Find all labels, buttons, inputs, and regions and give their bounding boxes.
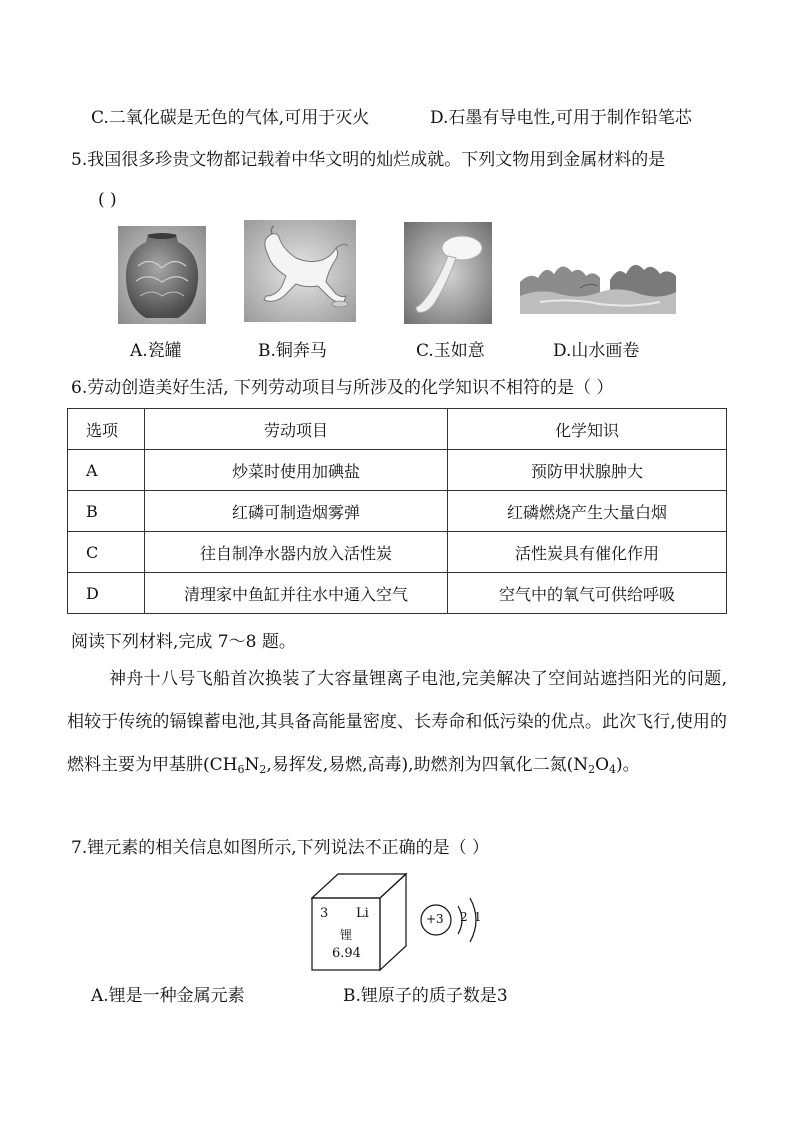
table-header-row xyxy=(68,409,727,450)
q5-option-a: A.瓷罐 xyxy=(130,341,182,361)
porcelain-jar-image xyxy=(118,226,206,324)
element-name: 锂 xyxy=(340,928,353,942)
row-b-labor: 红磷可制造烟雾弹 xyxy=(145,491,448,532)
q5-option-c: C.玉如意 xyxy=(416,341,485,361)
material-text-1: 神舟十八号飞船首次换装了大容量锂离子电池,完美解决了空间站遮挡阳光的问题,相较于传统的镉镍蓄电池,其具备高能量密度、长寿命和低污染的优点。此次飞行,使用的燃料主要为甲基肼(CH xyxy=(67,669,727,775)
q5-option-d: D.山水画卷 xyxy=(553,341,640,361)
lithium-atom-structure-diagram xyxy=(418,890,488,950)
row-a-option: A xyxy=(68,450,145,491)
lithium-element-cube xyxy=(310,872,410,972)
q5-answer-bracket: ( ) xyxy=(98,190,117,210)
jade-ruyi-image xyxy=(404,222,492,324)
nucleus-charge: +3 xyxy=(426,912,444,926)
material-text-4: O xyxy=(595,755,610,775)
element-symbol: Li xyxy=(356,906,369,921)
table-row xyxy=(68,573,727,614)
row-a-labor: 炒菜时使用加碘盐 xyxy=(145,450,448,491)
first-shell-electrons: 2 xyxy=(460,910,468,924)
material-sub-1: 6 xyxy=(237,763,245,776)
q5-option-b: B.铜奔马 xyxy=(258,341,327,361)
q6-table xyxy=(67,408,727,614)
material-text-5: )。 xyxy=(616,755,640,775)
q7-option-b: B.锂原子的质子数是3 xyxy=(343,986,508,1006)
element-mass: 6.94 xyxy=(332,946,361,961)
material-intro: 阅读下列材料,完成 7～8 题。 xyxy=(71,632,296,652)
material-sub-3: 2 xyxy=(588,763,596,776)
table-row xyxy=(68,532,727,573)
row-d-knowledge: 空气中的氧气可供给呼吸 xyxy=(448,573,727,614)
table-row xyxy=(68,450,727,491)
row-c-knowledge: 活性炭具有催化作用 xyxy=(448,532,727,573)
material-sub-4: 4 xyxy=(609,763,617,776)
row-c-labor: 往自制净水器内放入活性炭 xyxy=(145,532,448,573)
material-paragraph xyxy=(67,658,727,787)
bronze-galloping-horse-image xyxy=(244,220,356,322)
q4-option-c: C.二氧化碳是无色的气体,可用于灭火 xyxy=(91,108,370,128)
row-c-option: C xyxy=(68,532,145,573)
element-atomic-number: 3 xyxy=(320,906,329,921)
q4-option-d: D.石墨有导电性,可用于制作铅笔芯 xyxy=(430,108,692,128)
row-d-labor: 清理家中鱼缸并往水中通入空气 xyxy=(145,573,448,614)
row-a-knowledge: 预防甲状腺肿大 xyxy=(448,450,727,491)
header-option: 选项 xyxy=(68,409,145,450)
row-b-option: B xyxy=(68,491,145,532)
q5-stem: 5.我国很多珍贵文物都记载着中华文明的灿烂成就。下列文物用到金属材料的是 xyxy=(71,150,666,170)
second-shell-electrons: 1 xyxy=(474,910,482,924)
q7-option-a: A.锂是一种金属元素 xyxy=(91,986,245,1006)
header-chem-knowledge: 化学知识 xyxy=(448,409,727,450)
q6-stem: 6.劳动创造美好生活, 下列劳动项目与所涉及的化学知识不相符的是（ ） xyxy=(71,378,614,398)
row-b-knowledge: 红磷燃烧产生大量白烟 xyxy=(448,491,727,532)
table-row xyxy=(68,491,727,532)
landscape-scroll-image xyxy=(520,252,676,314)
material-sub-2: 2 xyxy=(259,763,267,776)
header-labor-item: 劳动项目 xyxy=(145,409,448,450)
row-d-option: D xyxy=(68,573,145,614)
material-text-3: ,易挥发,易燃,高毒),助燃剂为四氧化二氮(N xyxy=(266,755,589,775)
material-text-2: N xyxy=(244,755,260,775)
q7-stem: 7.锂元素的相关信息如图所示,下列说法不正确的是（ ） xyxy=(71,838,490,858)
